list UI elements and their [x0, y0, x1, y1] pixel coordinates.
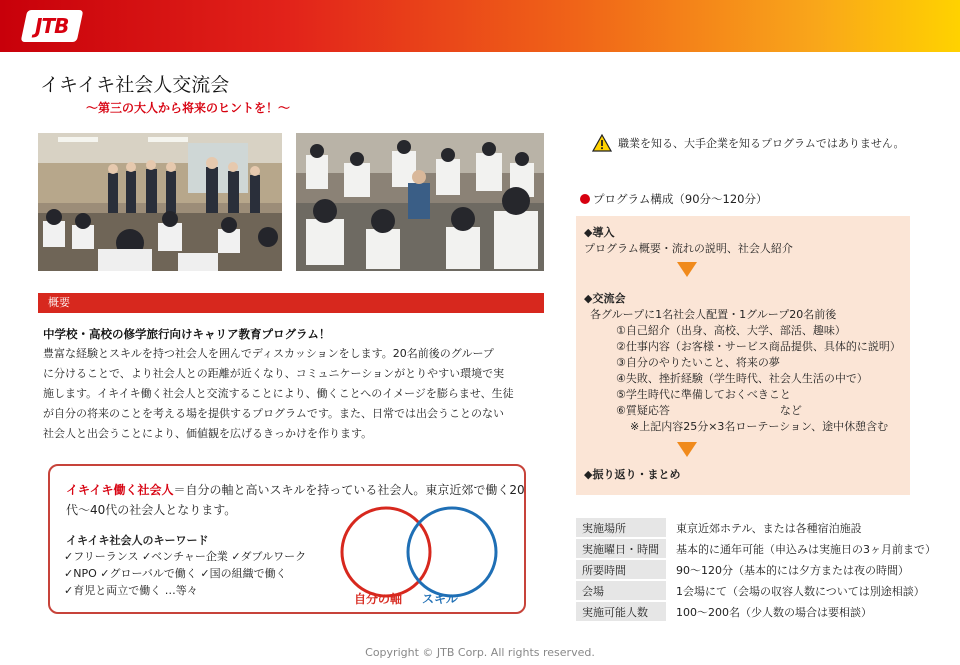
overview-body — [43, 344, 543, 444]
overview-line: 豊富な経験とスキルを持つ社会人を囲んでディスカッションをします。20名前後のグループ — [43, 347, 494, 360]
warning-icon — [592, 134, 612, 152]
keyword-line: ✓フリーランス ✓ベンチャー企業 ✓ダブルワーク — [64, 550, 307, 563]
photo-group-discussion — [296, 133, 544, 271]
table-row — [576, 602, 936, 621]
info-label: 会場 — [576, 581, 666, 600]
page-title: イキイキ社会人交流会 — [40, 74, 230, 96]
logo-text: JTB — [35, 14, 69, 38]
info-value: 1会場にて（会場の収容人数については別途相談） — [676, 584, 925, 598]
program-header-text: プログラム構成（90分～120分） — [593, 192, 768, 206]
keyword-line: ✓NPO ✓グローバルで働く ✓国の組織で働く — [64, 567, 287, 580]
page-subtitle: ～第三の大人から将来のヒントを！～ — [86, 101, 291, 115]
program-header — [580, 191, 767, 207]
program-item: ⑥質疑応答 など — [616, 404, 802, 417]
jtb-logo[interactable] — [21, 10, 84, 42]
venn-circle-skill — [408, 508, 496, 596]
header-band — [0, 0, 960, 52]
table-row — [576, 560, 936, 579]
footer-copyright: Copyright © JTB Corp. All rights reserved. — [365, 646, 595, 659]
red-dot-icon — [580, 194, 590, 204]
program-item: ③自分のやりたいこと、将来の夢 — [616, 356, 780, 369]
keyword-list-title: イキイキ社会人のキーワード — [66, 534, 209, 547]
info-value: 90～120分（基本的には夕方または夜の時間） — [676, 563, 909, 577]
info-value: 東京近郊ホテル、または各種宿泊施設 — [676, 521, 862, 535]
program-exchange-title: ◆交流会 — [584, 292, 626, 305]
info-value: 100～200名（少人数の場合は要相談） — [676, 605, 872, 619]
program-intro-text: プログラム概要・流れの説明、社会人紹介 — [584, 242, 793, 255]
keyword-line: ✓育児と両立で働く …等々 — [64, 584, 198, 597]
venn-circle-axis — [342, 508, 430, 596]
table-row — [576, 539, 936, 558]
program-intro-title: ◆導入 — [584, 226, 615, 239]
keyword-definition-text: ＝自分の軸と高いスキルを持っている社会人。東京近郊で働く20代～40代の社会人となります。 — [66, 483, 525, 517]
overview-lead: 中学校・高校の修学旅行向けキャリア教育プログラム！ — [43, 327, 331, 341]
info-label: 実施可能人数 — [576, 602, 666, 621]
warning-notice — [592, 134, 905, 152]
table-row — [576, 518, 936, 537]
program-exchange-text: 各グループに1名社会人配置・1グループ20名前後 — [590, 308, 837, 321]
overview-line: が自分の将来のことを考える場を提供するプログラムです。また、日常では出会うことのない — [43, 407, 505, 420]
info-label: 実施場所 — [576, 518, 666, 537]
program-item: ⑤学生時代に準備しておくべきこと — [616, 388, 791, 401]
table-row — [576, 581, 936, 600]
program-item: ①自己紹介（出身、高校、大学、部活、趣味） — [616, 324, 846, 337]
program-box — [576, 216, 910, 495]
keyword-highlight: イキイキ働く社会人 — [66, 483, 174, 497]
program-note: ※上記内容25分×3名ローテーション、途中休憩含む — [630, 420, 889, 433]
program-item: ④失敗、挫折経験（学生時代、社会人生活の中で） — [616, 372, 868, 385]
info-label: 実施曜日・時間 — [576, 539, 666, 558]
keyword-box — [48, 464, 526, 614]
overview-line: に分けることで、より社会人との距離が近くなり、コミュニケーションがとりやすい環境で実 — [43, 367, 505, 380]
program-item: ②仕事内容（お客様・サービス商品提供、具体的に説明） — [616, 340, 901, 353]
keyword-list — [64, 548, 306, 599]
venn-label-axis: 自分の軸 — [354, 592, 403, 606]
program-review-title: ◆振り返り・まとめ — [584, 468, 681, 481]
overview-line: 社会人と出会うことにより、価値観を広げるきっかけを作ります。 — [43, 427, 373, 440]
arrow-down-icon — [677, 262, 697, 277]
info-value: 基本的に通年可能（申込みは実施日の3ヶ月前まで） — [676, 542, 936, 556]
venn-label-skill: スキル — [422, 592, 458, 606]
arrow-down-icon — [677, 442, 697, 457]
info-table — [576, 516, 936, 623]
photo-meeting-room — [38, 133, 282, 271]
overview-section-bar: 概要 — [38, 293, 544, 313]
info-label: 所要時間 — [576, 560, 666, 579]
overview-line: 施します。イキイキ働く社会人と交流することにより、働くことへのイメージを膨らませ、生徒 — [43, 387, 514, 400]
warning-text: 職業を知る、大手企業を知るプログラムではありません。 — [618, 137, 905, 150]
